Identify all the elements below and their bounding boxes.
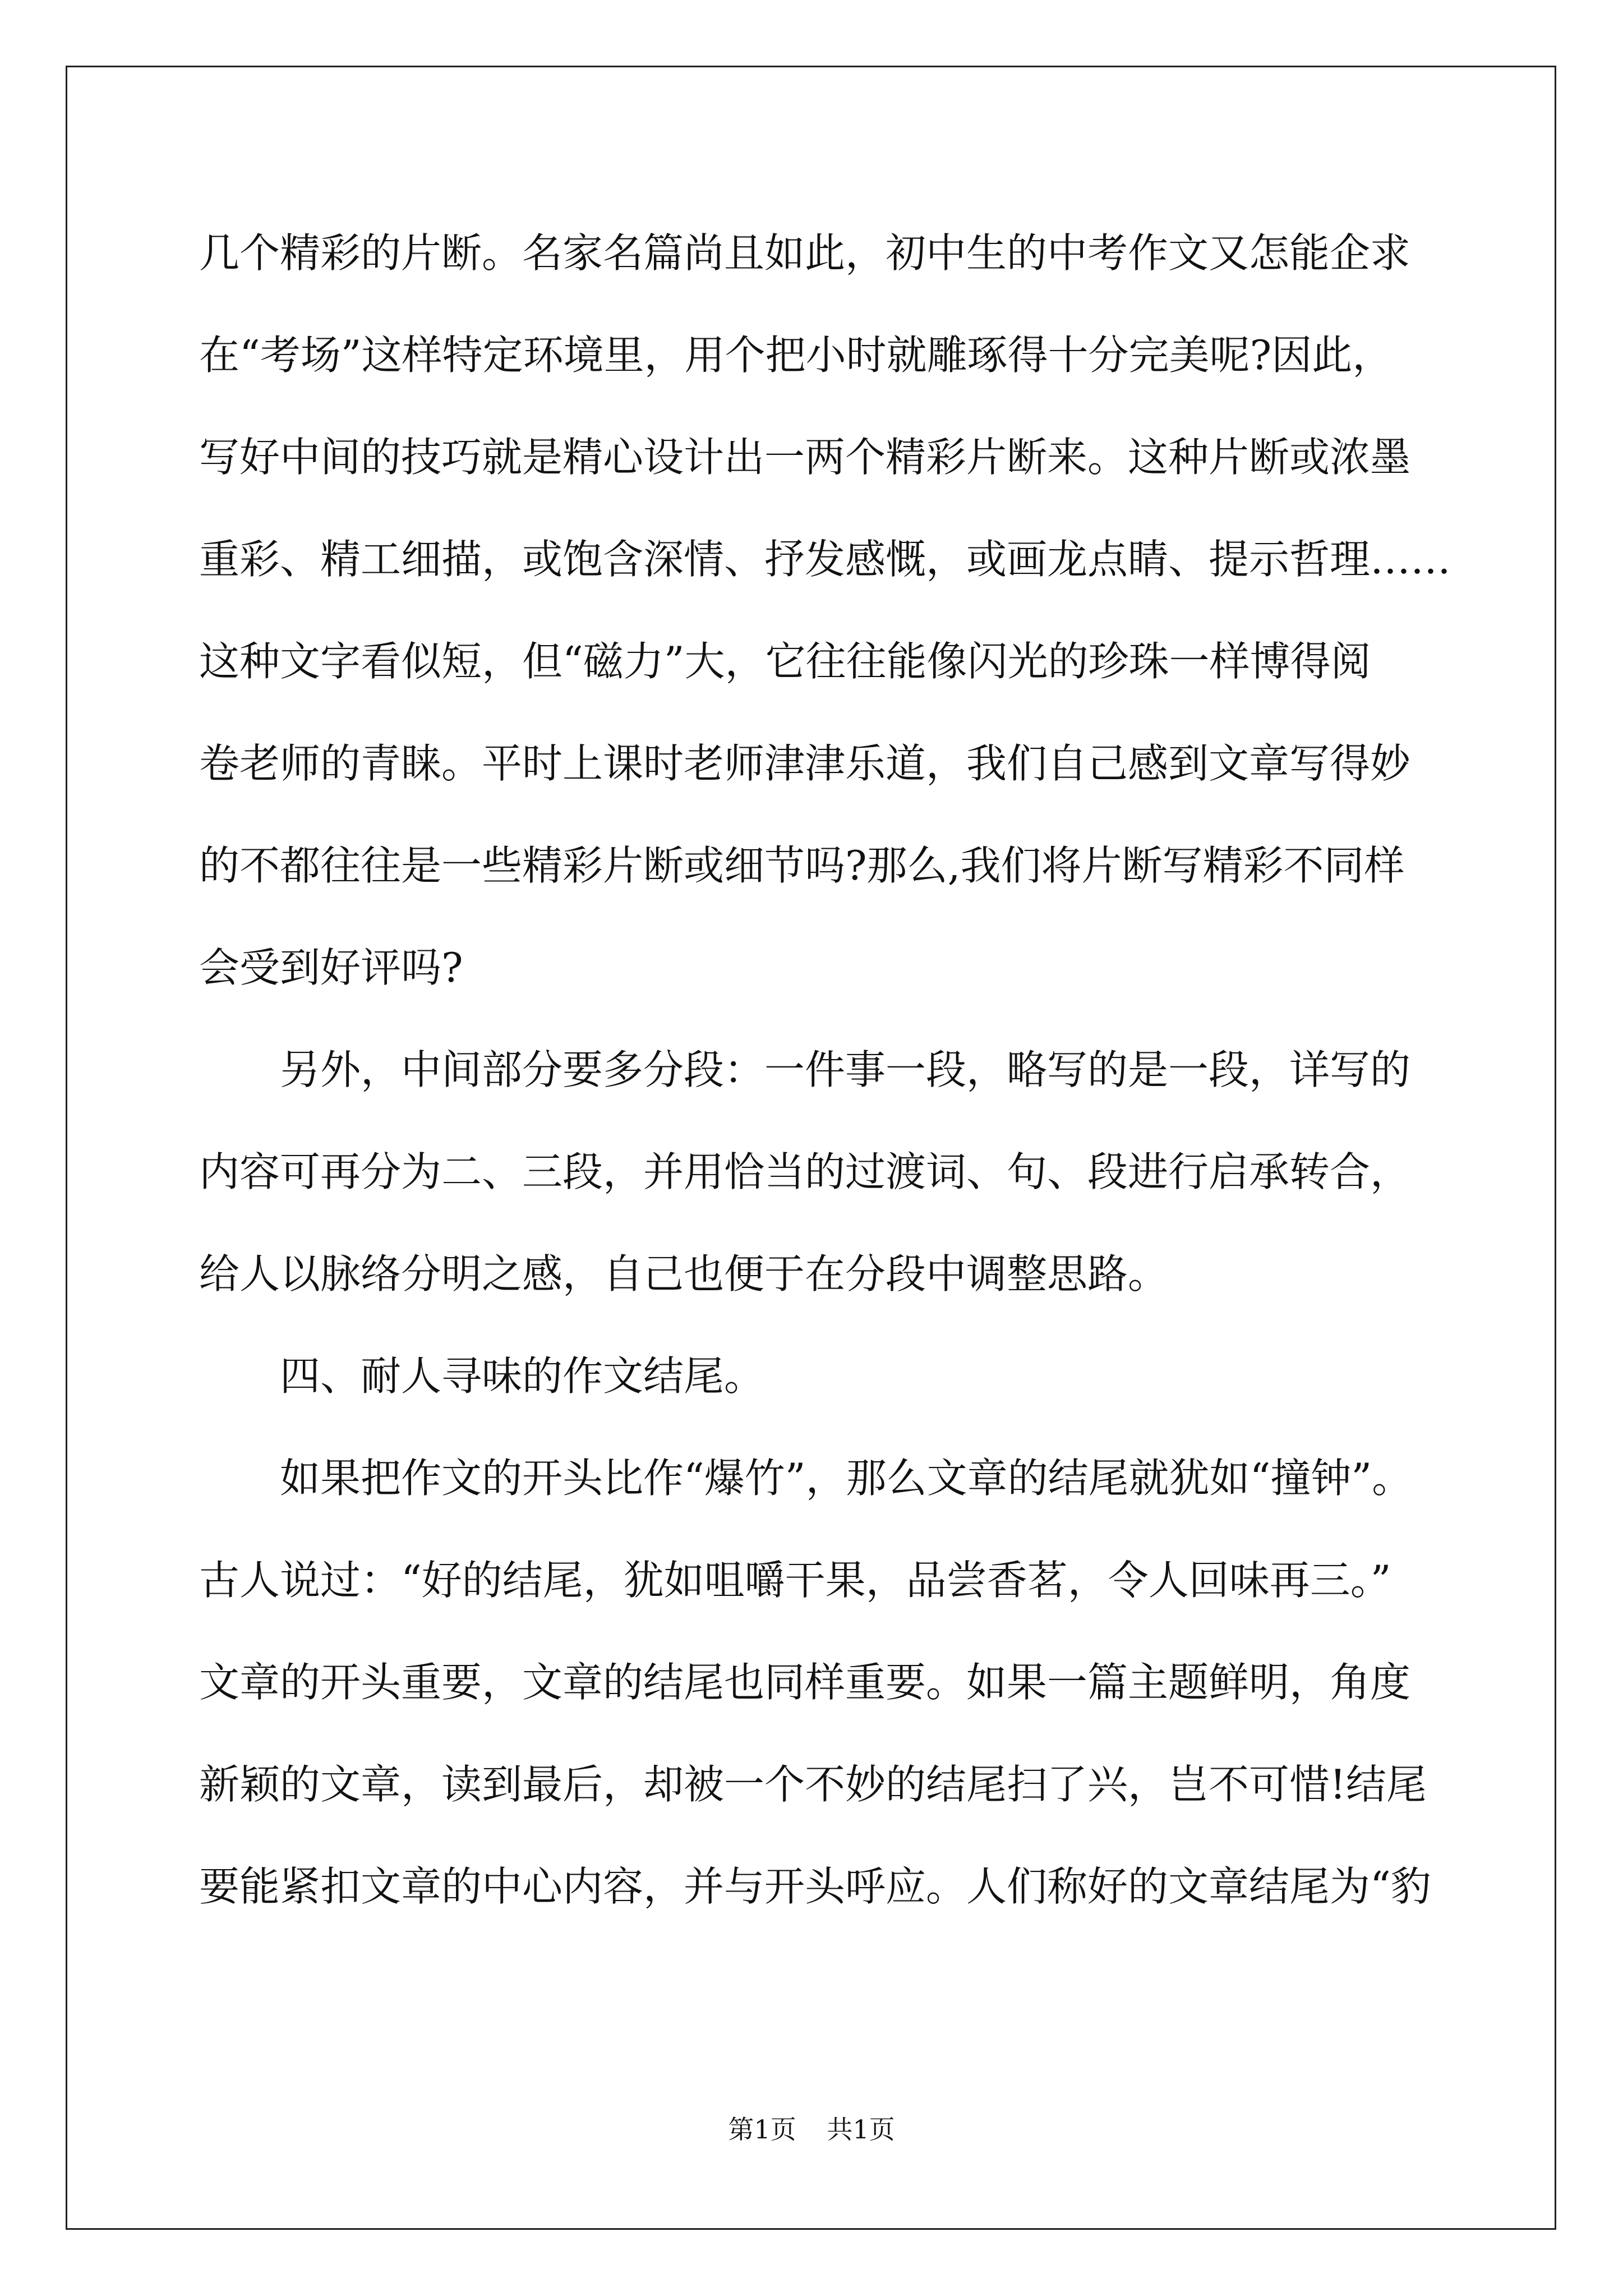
text-line: 写好中间的技巧就是精心设计出一两个精彩片断来。这种片断或浓墨 — [199, 434, 1411, 481]
page-total: 共1页 — [827, 2114, 895, 2145]
text-line: 新颖的文章，读到最后，却被一个不妙的结尾扫了兴，岂不可惜!结尾 — [199, 1761, 1427, 1808]
text-line: 几个精彩的片断。名家名篇尚且如此，初中生的中考作文又怎能企求 — [199, 229, 1411, 277]
text-line: 如果把作文的开头比作“爆竹”，那么文章的结尾就犹如“撞钟”。 — [280, 1455, 1413, 1502]
text-line: 文章的开头重要，文章的结尾也同样重要。如果一篇主题鲜明，角度 — [199, 1659, 1411, 1706]
text-line: 重彩、精工细描，或饱含深情、抒发感慨，或画龙点睛、提示哲理…… — [199, 536, 1451, 583]
text-line: 古人说过：“好的结尾，犹如咀嚼干果，品尝香茗，令人回味再三。” — [199, 1557, 1391, 1604]
text-line: 给人以脉络分明之感，自己也便于在分段中调整思路。 — [199, 1250, 1169, 1297]
text-line: 会受到好评吗? — [199, 944, 463, 991]
text-line: 的不都往往是一些精彩片断或细节吗?那么,我们将片断写精彩不同样 — [199, 842, 1405, 889]
text-line: 这种文字看似短，但“磁力”大，它往往能像闪光的珍珠一样博得阅 — [199, 638, 1371, 685]
page-number: 第1页 — [728, 2114, 796, 2145]
text-line: 要能紧扣文章的中心内容，并与开头呼应。人们称好的文章结尾为“豹 — [199, 1863, 1431, 1910]
document-body — [199, 202, 1451, 1938]
page-footer — [0, 2109, 1623, 2146]
text-line: 四、耐人寻味的作文结尾。 — [280, 1352, 765, 1400]
text-line: 另外，中间部分要多分段：一件事一段，略写的是一段，详写的 — [280, 1046, 1411, 1093]
text-line: 在“考场”这样特定环境里，用个把小时就雕琢得十分完美呢?因此， — [199, 332, 1393, 379]
text-line: 内容可再分为二、三段，并用恰当的过渡词、句、段进行启承转合， — [199, 1148, 1411, 1195]
text-line: 卷老师的青睐。平时上课时老师津津乐道，我们自己感到文章写得妙 — [199, 740, 1411, 787]
